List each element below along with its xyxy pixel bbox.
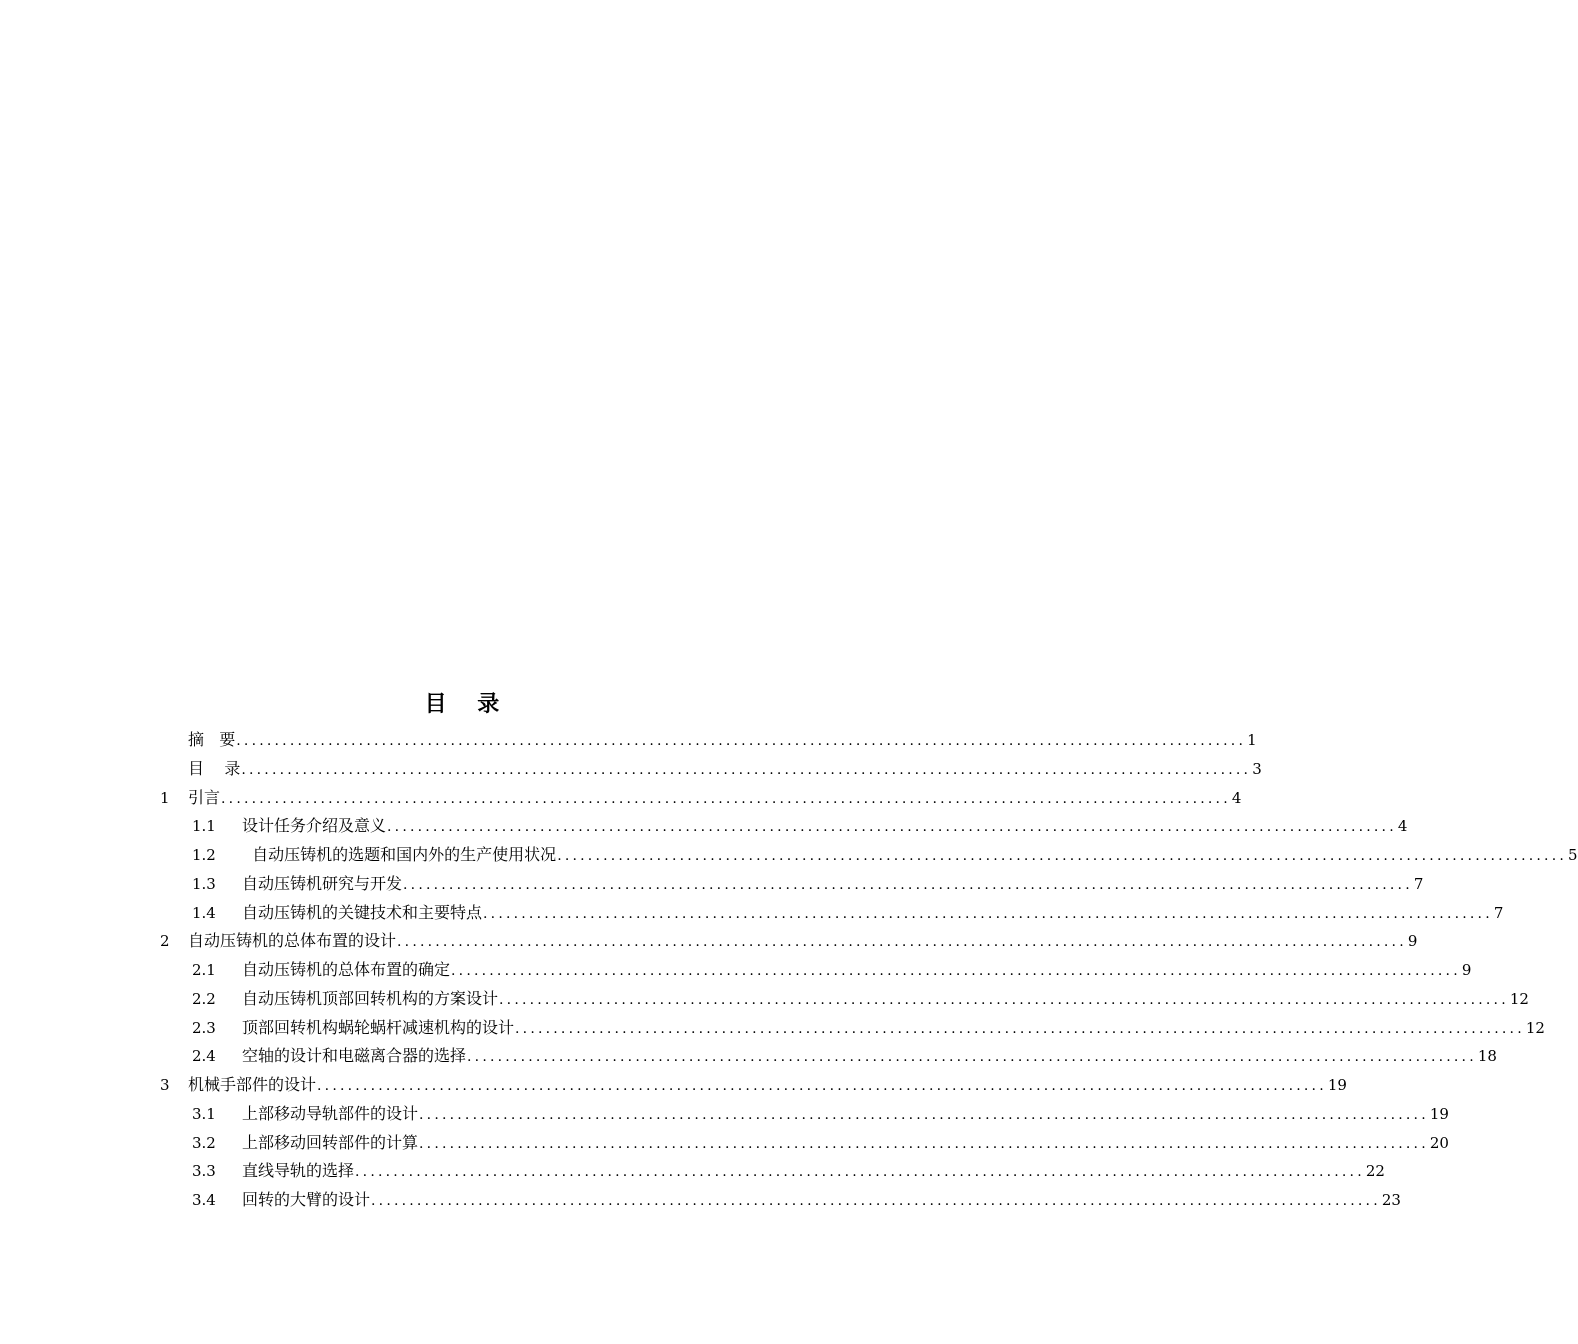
toc-entry-number: 3.2	[192, 1133, 216, 1152]
toc-entry-label: 空轴的设计和电磁离合器的选择	[242, 1046, 467, 1066]
toc-entry-number: 3.3	[192, 1162, 216, 1181]
toc-entry[interactable]	[160, 1157, 1385, 1186]
toc-entry-number: 1.1	[192, 817, 216, 836]
toc-entry-page: 5	[1568, 846, 1578, 864]
toc-leader-dots: ....................................................................................................................................	[397, 934, 1407, 951]
toc-entry[interactable]	[160, 1100, 1449, 1129]
toc-entry-label: 自动压铸机的总体布置的设计	[188, 931, 397, 951]
toc-entry-number: 2.4	[192, 1047, 216, 1066]
toc-entry-page: 9	[1461, 961, 1472, 979]
toc-entry-page: 4	[1231, 788, 1242, 807]
toc-leader-dots: ....................................................................................................................................	[387, 819, 1397, 836]
toc-entry-page: 4	[1397, 817, 1408, 836]
toc-leader-dots: ....................................................................................................................................	[451, 963, 1461, 979]
table-of-contents	[160, 686, 1578, 1215]
toc-leader-dots: ....................................................................................................................................	[236, 733, 1247, 749]
toc-entry-page: 18	[1477, 1047, 1497, 1066]
toc-entry-label: 自动压铸机的关键技术和主要特点	[242, 902, 483, 922]
toc-leader-dots: ....................................................................................................................................	[241, 761, 1252, 778]
toc-entry-page: 12	[1525, 1018, 1545, 1037]
toc-entry-label: 顶部回转机构蜗轮蜗杆减速机构的设计	[242, 1017, 515, 1037]
toc-entry-page: 3	[1252, 759, 1262, 778]
toc-entry-number: 3	[160, 1076, 170, 1094]
toc-entry[interactable]	[160, 899, 1504, 928]
toc-leader-dots: ....................................................................................................................................	[371, 1193, 1381, 1209]
toc-entry[interactable]	[160, 1186, 1401, 1215]
toc-entry[interactable]	[160, 784, 1242, 813]
toc-entry-page: 12	[1509, 989, 1529, 1008]
toc-entry[interactable]	[160, 1014, 1545, 1043]
toc-title: 目 录	[424, 691, 500, 717]
toc-entry[interactable]	[160, 726, 1257, 755]
toc-leader-dots: ....................................................................................................................................	[557, 848, 1568, 864]
toc-leader-dots: ....................................................................................................................................	[499, 991, 1509, 1008]
toc-entry-label: 摘 要	[188, 730, 236, 749]
toc-entry-page: 7	[1493, 903, 1504, 922]
toc-entry-number: 2.1	[192, 961, 216, 979]
toc-entry-page: 19	[1327, 1076, 1347, 1094]
toc-entry-number: 2.3	[192, 1018, 216, 1037]
toc-entry-label: 回转的大臂的设计	[242, 1190, 371, 1209]
toc-entry-label: 设计任务介绍及意义	[242, 816, 387, 836]
toc-entry-label: 自动压铸机的总体布置的确定	[242, 960, 451, 979]
toc-entry[interactable]	[160, 956, 1472, 985]
toc-entry-number: 1	[160, 788, 170, 807]
toc-entry-label: 机械手部件的设计	[188, 1075, 317, 1094]
toc-entry[interactable]	[160, 1071, 1347, 1100]
toc-entry-label: 自动压铸机研究与开发	[242, 873, 403, 893]
toc-leader-dots: ....................................................................................................................................	[467, 1049, 1477, 1066]
toc-entry-page: 7	[1413, 874, 1424, 893]
toc-leader-dots: ....................................................................................................................................	[419, 1106, 1429, 1123]
toc-entry-label: 自动压铸机的选题和国内外的生产使用状况	[242, 845, 557, 864]
toc-entry-number: 1.4	[192, 903, 216, 922]
toc-entry-number: 1.2	[192, 846, 216, 864]
toc-entry-number: 2	[160, 932, 170, 951]
toc-entry[interactable]	[160, 1042, 1497, 1071]
toc-entry-label: 目 录	[188, 758, 241, 778]
toc-leader-dots: ....................................................................................................................................	[515, 1020, 1525, 1037]
toc-entry[interactable]	[160, 927, 1418, 956]
toc-entry[interactable]	[160, 841, 1578, 870]
toc-entry[interactable]	[160, 870, 1424, 899]
toc-leader-dots: ....................................................................................................................................	[403, 876, 1413, 893]
toc-entry-number: 3.4	[192, 1191, 216, 1209]
toc-entry-label: 上部移动导轨部件的设计	[242, 1103, 419, 1123]
toc-entry-label: 自动压铸机顶部回转机构的方案设计	[242, 988, 499, 1008]
toc-entry[interactable]	[160, 985, 1529, 1014]
toc-entry-number: 3.1	[192, 1104, 216, 1123]
toc-entry[interactable]	[160, 1129, 1449, 1158]
toc-entry-page: 22	[1365, 1162, 1385, 1181]
toc-entry-label: 上部移动回转部件的计算	[242, 1132, 419, 1152]
toc-entry-page: 23	[1381, 1191, 1401, 1209]
toc-entry-page: 9	[1407, 932, 1418, 951]
toc-entry[interactable]	[160, 812, 1408, 841]
toc-entry-page: 20	[1429, 1133, 1449, 1152]
toc-leader-dots: ....................................................................................................................................	[419, 1135, 1429, 1152]
toc-leader-dots: ....................................................................................................................................	[221, 790, 1231, 807]
toc-leader-dots: ....................................................................................................................................	[317, 1078, 1327, 1094]
toc-entry-page: 19	[1429, 1104, 1449, 1123]
toc-entry[interactable]	[160, 755, 1262, 784]
toc-entry-label: 引言	[188, 787, 221, 807]
toc-leader-dots: ....................................................................................................................................	[355, 1164, 1365, 1181]
toc-entry-label: 直线导轨的选择	[242, 1161, 355, 1181]
toc-entry-number: 1.3	[192, 874, 216, 893]
toc-leader-dots: ....................................................................................................................................	[483, 905, 1493, 922]
toc-entry-number: 2.2	[192, 989, 216, 1008]
toc-entry-page: 1	[1247, 731, 1257, 749]
